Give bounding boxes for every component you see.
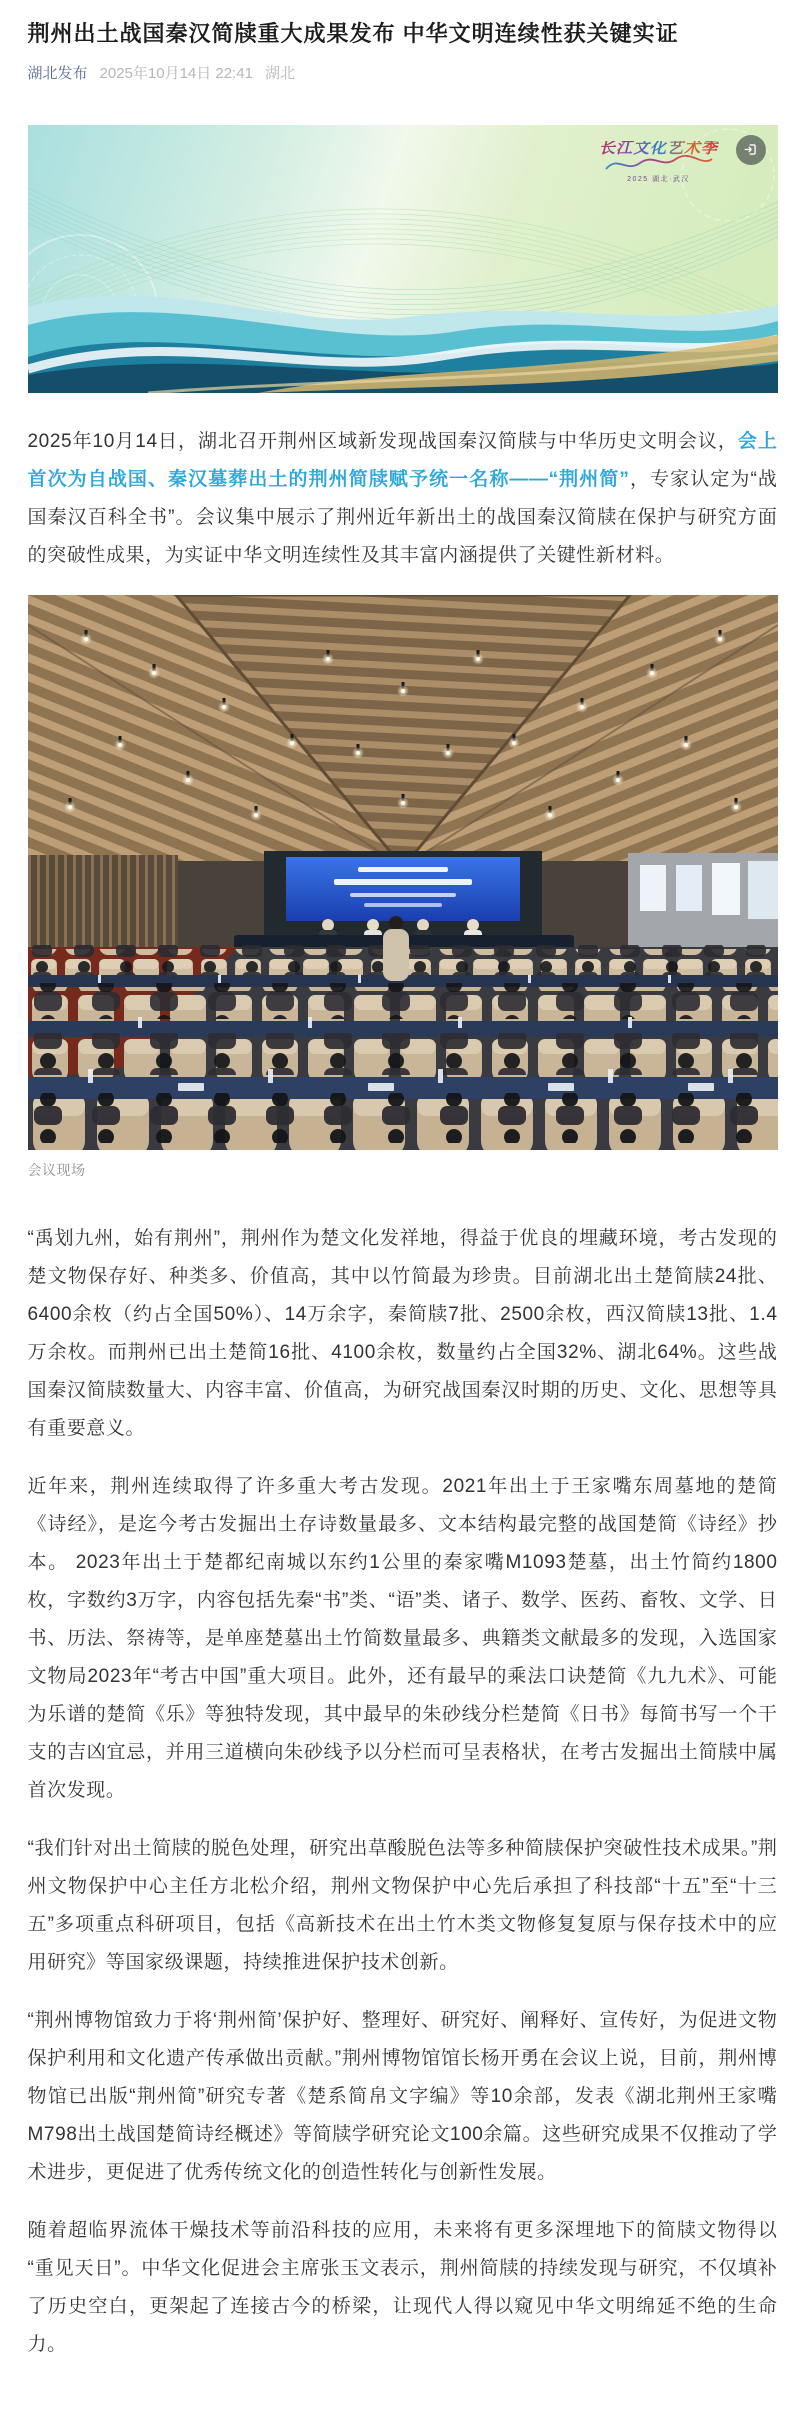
article-title: 荆州出土战国秦汉简牍重大成果发布 中华文明连续性获关键实证 <box>27 21 679 46</box>
article-paragraph <box>28 423 778 575</box>
article-paragraph: “禹划九州，始有荆州”，荆州作为楚文化发祥地，得益于优良的埋藏环境，考古发现的楚文物保存好、种类多、价值高，其中以竹简最为珍贵。目前湖北出土楚简牍24批、6400余枚（约占全国50%）、14万余字，秦简牍7批、2500余枚，西汉简牍13批、1.4万余枚。而荆州已出土楚简16批、4100余枚，数量约占全国32%、湖北64%。这些战国秦汉简牍数量大、内容丰富、价值高，为研究战国秦汉时期的历史、文化、思想等具有重要意义。 <box>27 1227 778 1439</box>
photo-caption: 会议现场 <box>27 1161 86 1178</box>
expand-icon <box>743 142 758 157</box>
article-paragraph: 近年来，荆州连续取得了许多重大考古发现。2021年出土于王家嘴东周墓地的楚简《诗经》，是迄今考古发掘出土存诗数量最多、文本结构最完整的战国楚简《诗经》抄本。 2023年出土于楚都纪南城以东约1公里的秦家嘴M1093楚墓，出土竹简约1800枚，字数约3万字，内容包括先秦“书”类、“语”类、诸子、数学、医药、畜牧、文学、日书、历法、祭祷等，是单座楚墓出土竹简数量最多、典籍类文献最多的发现，入选国家文物局2023年“考古中国”重大项目。此外，还有最早的乘法口诀楚简《九九术》、可能为乐谱的楚简《乐》等独特发现，其中最早的朱砂线分栏楚简《日书》每简书写一个干支的吉凶宜忌，并用三道横向朱砂线予以分栏而可呈表格状，在考古发掘出土简牍中属首次发现。 <box>27 1475 778 1801</box>
article-body <box>28 423 778 2364</box>
article-paragraph: “我们针对出土简牍的脱色处理，研究出草酸脱色法等多种简牍保护突破性技术成果。”荆州文物保护中心主任方北松介绍，荆州文物保护中心先后承担了科技部“十五”至“十三五”多项重点科研项目，包括《高新技术在出土竹木类文物修复复原与保存技术中的应用研究》等国家级课题，持续推进保护技术创新。 <box>27 1837 778 1973</box>
festival-logo-title: 长江文化艺术季 <box>594 141 724 157</box>
header-banner-image[interactable] <box>28 125 778 393</box>
article-figure <box>28 595 778 1180</box>
paragraph-text: 2025年10月14日，湖北召开荆州区域新发现战国秦汉简牍与中华历史文明会议， <box>27 430 738 452</box>
article-paragraph: 随着超临界流体干燥技术等前沿科技的应用，未来将有更多深埋地下的简牍文物得以“重见天日”。中华文化促进会主席张玉文表示，荆州简牍的持续发现与研究，不仅填补了历史空白，更架起了连接古今的桥梁，让现代人得以窥见中华文明绵延不绝的生命力。 <box>27 2219 778 2355</box>
highlighted-text: 会上首次为自战国、秦汉墓葬出土的荆州简牍赋予统一名称——“荆州简” <box>27 430 778 490</box>
article-page <box>28 0 778 2414</box>
article-paragraph: “荆州博物馆致力于将‘荆州简’保护好、整理好、研究好、阐释好、宣传好，为促进文物保护利用和文化遗产传承做出贡献。”荆州博物馆馆长杨开勇在会议上说，目前，荆州博物馆已出版“荆州简”研究专著《楚系简帛文字编》等10余部，发表《湖北荆州王家嘴M798出土战国楚简诗经概述》等简牍学研究论文100余篇。这些研究成果不仅推动了学术进步，更促进了优秀传统文化的创造性转化与创新性发展。 <box>27 2009 778 2183</box>
image-expand-button[interactable] <box>736 135 766 165</box>
publish-datetime: 2025年10月14日 22:41 <box>99 64 253 82</box>
paragraph-text: ，专家认定为“战国秦汉百科全书”。会议集中展示了荆州近年新出土的战国秦汉简牍在保护与研究方面的突破性成果，为实证中华文明连续性及其丰富内涵提供了关键性新材料。 <box>27 468 778 566</box>
conference-photo-graphic <box>28 595 778 1150</box>
festival-logo <box>594 141 724 183</box>
conference-photo[interactable] <box>28 595 778 1150</box>
author-link[interactable]: 湖北发布 <box>27 64 88 82</box>
publish-region: 湖北 <box>264 64 295 82</box>
article-meta <box>28 62 778 83</box>
festival-logo-subtitle: 2025 湖北·武汉 <box>627 175 690 183</box>
